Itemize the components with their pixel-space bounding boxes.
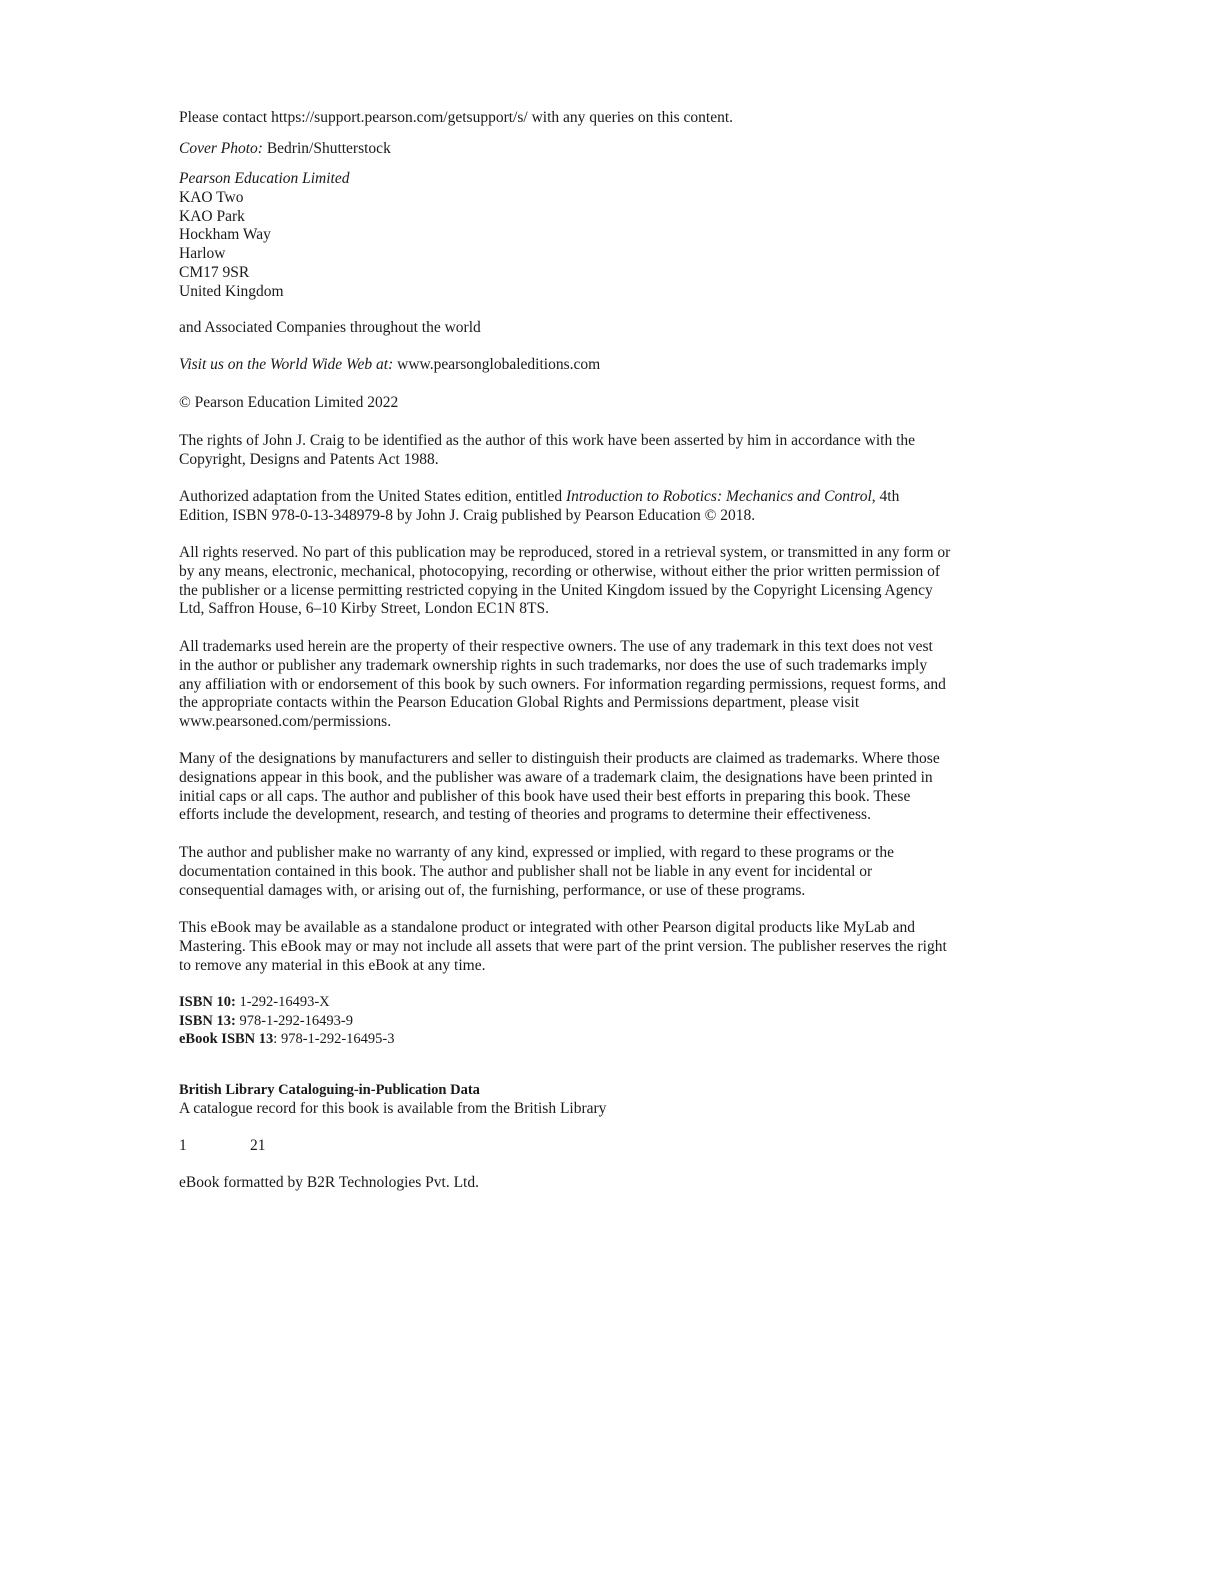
cover-photo-value: Bedrin/Shutterstock: [266, 140, 391, 157]
trademarks-paragraph: All trademarks used herein are the property of their respective owners. The use of any trademark in this text does not vest in the author or publisher any trademark ownership rights in such trademarks, nor does the use of such trademarks imply any affiliation with or endorsement of this book by such owners. For information regarding permissions, request forms, and the appropriate contacts within the Pearson Education Global Rights and Permissions department, please visit www.pearsoned.com/permissions.: [179, 638, 946, 731]
address-line: Harlow: [179, 245, 226, 263]
associated-companies: and Associated Companies throughout the world: [179, 319, 481, 336]
address-line: United Kingdom: [179, 282, 284, 300]
ebook-isbn-13: eBook ISBN 13: 978-1-292-16495-3: [179, 1031, 395, 1047]
designations-paragraph: Many of the designations by manufacturers and seller to distinguish their products are claimed as trademarks. Where those designations appear in this book, and the publisher was aware of a trademark claim, the designations have been printed in initial caps or all caps. The author and publisher of this book have used their best efforts in preparing this book. These efforts include the development, research, and testing of theories and programs to determine their effectiveness.: [179, 750, 940, 824]
website-label: Visit us on the World Wide Web at:: [179, 356, 394, 373]
publisher-name: Pearson Education Limited: [179, 170, 350, 187]
ebook-paragraph: This eBook may be available as a standalone product or integrated with other Pearson digital products like MyLab and Mastering. This eBook may or may not include all assets that were part of the print version. The publisher reserves the right to remove any material in this eBook at any time.: [179, 919, 947, 974]
address-line: KAO Park: [179, 207, 245, 225]
formatted-by: eBook formatted by B2R Technologies Pvt. Ltd.: [179, 1174, 479, 1191]
warranty-paragraph: The author and publisher make no warranty of any kind, expressed or implied, with regard to these programs or the documentation contained in this book. The author and publisher shall not be liable in any event for incidental or consequential damages with, or arising out of, the furnishing, performance, or use of these programs.: [179, 844, 894, 899]
contact-text: Please contact https://support.pearson.com/getsupport/s/ with any queries on this content.: [179, 109, 734, 126]
contact-line: [179, 109, 1049, 128]
cataloguing-text: A catalogue record for this book is available from the British Library: [179, 1099, 607, 1117]
all-rights-paragraph: All rights reserved. No part of this publication may be reproduced, stored in a retrieval system, or transmitted in any form or by any means, electronic, mechanical, photocopying, recording or otherwise, without either the prior written permission of the publisher or a license permitting restricted copying in the United Kingdom issued by the Copyright Licensing Agency Ltd, Saffron House, 6–10 Kirby Street, London EC1N 8TS.: [179, 544, 951, 618]
address-line: Hockham Way: [179, 226, 271, 244]
copyright-notice: © Pearson Education Limited 2022: [179, 394, 399, 411]
cover-photo-credit: [179, 140, 1049, 159]
author-rights-paragraph: The rights of John J. Craig to be identified as the author of this work have been asserted by him in accordance with the Copyright, Designs and Patents Act 1988.: [179, 432, 916, 468]
isbn-block: [179, 993, 1049, 1049]
address-line: CM17 9SR: [179, 263, 250, 281]
website-url: www.pearsonglobaleditions.com: [397, 356, 601, 373]
website-line: [179, 356, 1049, 375]
publisher-address: [179, 170, 1049, 302]
adaptation-paragraph: Authorized adaptation from the United States edition, entitled Introduction to Robotics: Mechanics and Control, 4th Edition, ISBN 978-0-13-348979-8 by John J. Craig published by Pearson Education © 2018.: [179, 488, 900, 524]
cataloguing-heading: British Library Cataloguing-in-Publication Data: [179, 1082, 480, 1098]
print-line-first: 1: [179, 1137, 187, 1154]
isbn-10: ISBN 10: 1-292-16493-X: [179, 994, 330, 1010]
address-line: KAO Two: [179, 188, 244, 206]
isbn-13: ISBN 13: 978-1-292-16493-9: [179, 1012, 354, 1029]
print-line-last: 21: [250, 1137, 266, 1154]
book-title: Introduction to Robotics: Mechanics and Control: [565, 488, 872, 505]
cover-photo-label: Cover Photo:: [179, 140, 263, 157]
cataloguing-block: [179, 1081, 1049, 1119]
